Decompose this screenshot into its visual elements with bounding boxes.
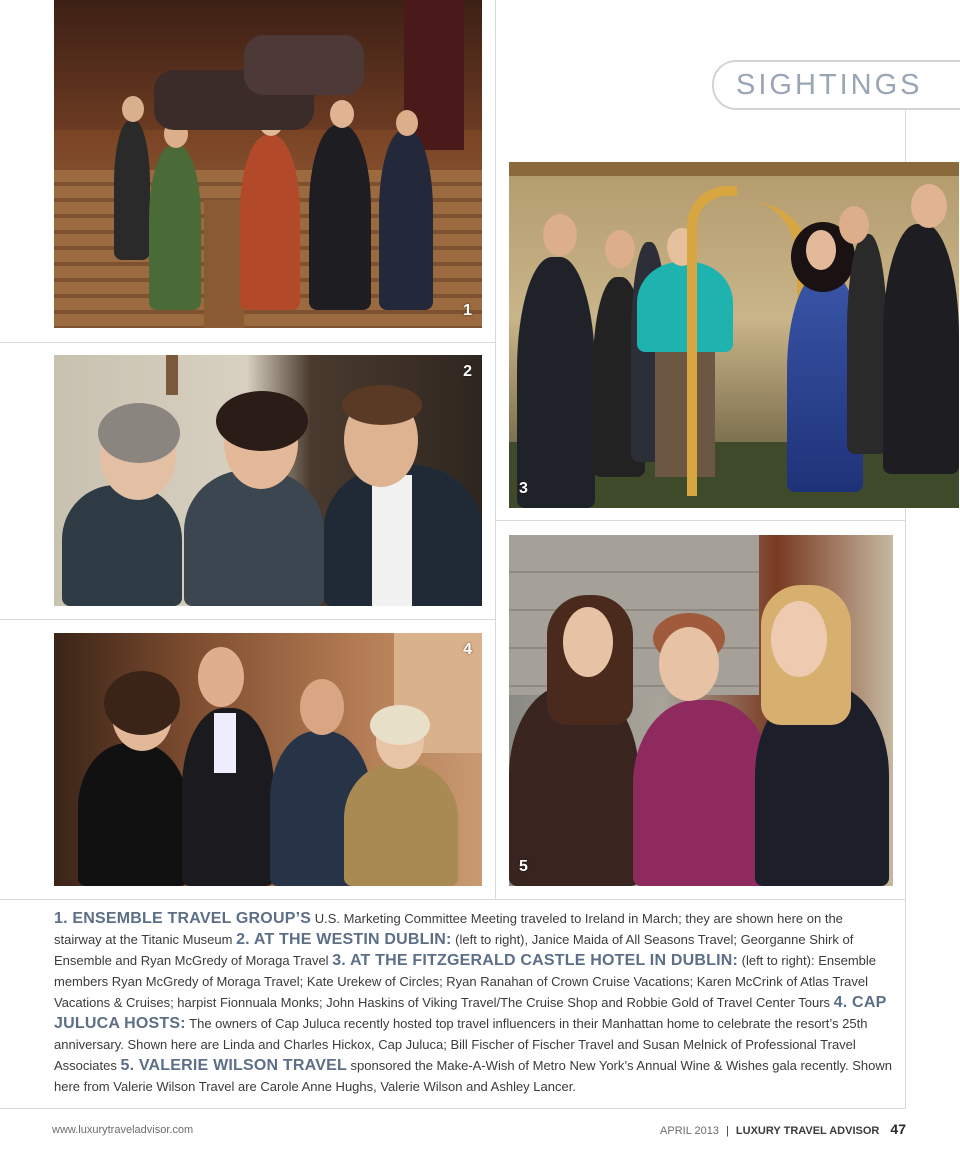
photo-3 — [509, 162, 959, 508]
publication-name: LUXURY TRAVEL ADVISOR — [735, 1125, 880, 1137]
footer-separator: | — [726, 1125, 729, 1137]
caption-heading: 4. CAP JULUCA HOSTS: — [54, 994, 887, 1032]
footer-url[interactable]: www.luxurytraveladvisor.com — [52, 1124, 194, 1136]
footer-folio — [660, 1121, 906, 1137]
photo-5 — [509, 535, 893, 886]
caption-heading: 2. AT THE WESTIN DUBLIN: — [236, 931, 452, 948]
caption-heading: 3. AT THE FITZGERALD CASTLE HOTEL IN DUBLIN: — [332, 952, 739, 969]
caption-heading: 5. VALERIE WILSON TRAVEL — [120, 1057, 347, 1074]
photo-2 — [54, 355, 482, 606]
issue-date: APRIL 2013 — [660, 1125, 719, 1137]
grid-divider — [0, 342, 495, 343]
grid-divider-vertical — [495, 0, 496, 900]
photo-number: 2 — [463, 363, 472, 380]
photo-1 — [54, 0, 482, 328]
captions — [54, 908, 892, 1097]
grid-divider — [496, 520, 906, 521]
grid-divider — [0, 619, 495, 620]
caption-text: The owners of Cap Juluca recently hosted top travel influencers in their Manhattan home to celebrate the resort’s 25th anniversary. Shown here are Linda and Charles Hickox, Cap Juluca; Bill Fischer of Fischer Travel and Susan Melnick of Professional Travel Associates — [54, 1016, 868, 1073]
grid-divider — [0, 1108, 906, 1109]
page-number: 47 — [890, 1121, 906, 1137]
caption-text: (left to right), Janice Maida of All Seasons Travel; Georganne Shirk of Ensemble and Ryan McGredy of Moraga Travel — [54, 932, 854, 968]
caption-text: U.S. Marketing Committee Meeting traveled to Ireland in March; they are shown here on the stairway at the Titanic Museum — [54, 911, 843, 947]
caption-text: sponsored the Make-A-Wish of Metro New York’s Annual Wine & Wishes gala recently. Shown here from Valerie Wilson Travel are Carole Anne Hughs, Valerie Wilson and Ashley Lancer. — [54, 1058, 892, 1094]
section-tab — [712, 60, 960, 110]
caption-heading: 1. ENSEMBLE TRAVEL GROUP’S — [54, 910, 312, 927]
photo-number: 5 — [519, 858, 528, 875]
caption-text: (left to right): Ensemble members Ryan McGredy of Moraga Travel; Kate Urekew of Circles; Ryan Ranahan of Crown Cruise Vacations; Karen McCrink of Atlas Travel Vacations & Cruises; harpist Fionnuala Monks; John Haskins of Viking Travel/The Cruise Shop and Robbie Gold of Travel Center Tours — [54, 953, 877, 1010]
section-tab-label: SIGHTINGS — [736, 69, 923, 101]
photo-number: 4 — [463, 641, 472, 658]
photo-4 — [54, 633, 482, 886]
grid-divider — [0, 899, 906, 900]
photo-number: 3 — [519, 480, 528, 497]
photo-number: 1 — [463, 302, 472, 319]
